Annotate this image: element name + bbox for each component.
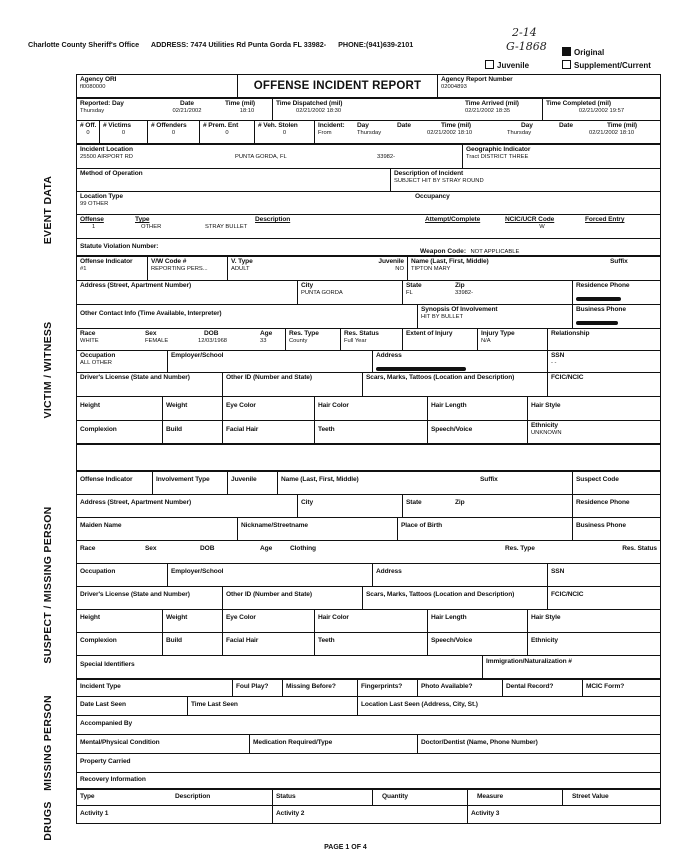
suspect-dob-field[interactable]: DOB <box>200 545 215 552</box>
suspect-juvenile-field[interactable]: Juvenile <box>227 472 277 494</box>
section-drugs: DRUGS <box>42 801 54 841</box>
mental-physical-condition-field[interactable]: Mental/Physical Condition <box>80 739 160 746</box>
mcic-form-field[interactable]: MCIC Form? <box>582 680 660 696</box>
suspect-weight-field[interactable]: Weight <box>162 610 222 632</box>
victim-synopsis-field[interactable]: Synopsis Of Involvement HIT BY BULLET <box>417 305 572 328</box>
victim-employer-address-field[interactable]: Address <box>372 351 547 372</box>
drug-status-field[interactable]: Status <box>272 790 372 805</box>
victims-count-field[interactable]: # Victims 0 <box>99 121 147 143</box>
section-victim-witness: VICTIM / WITNESS <box>42 321 54 419</box>
attempt-complete-field[interactable]: Attempt/Complete <box>425 216 481 223</box>
offense-type-field[interactable]: Type OTHER <box>135 216 162 230</box>
geographic-indicator-field[interactable]: Geographic Indicator Tract DISTRICT THREE <box>462 145 660 168</box>
suspect-res-status-field[interactable]: Res. Status <box>622 545 657 552</box>
handwritten-note-2: G-1868 <box>506 40 547 53</box>
suspect-hair-length-field[interactable]: Hair Length <box>427 610 527 632</box>
victim-height-field[interactable]: Height <box>80 402 100 409</box>
victim-weight-field[interactable]: Weight <box>162 397 222 420</box>
victim-fcic-ncic-field[interactable]: FCIC/NCIC <box>547 373 660 396</box>
method-of-operation-field[interactable]: Method of Operation <box>80 170 143 177</box>
suspect-build-field[interactable]: Build <box>162 633 222 655</box>
incident-from-field[interactable]: Incident: From <box>314 121 354 143</box>
time-last-seen-field[interactable]: Time Last Seen <box>187 697 357 715</box>
page-number: PAGE 1 OF 4 <box>324 844 367 851</box>
victim-res-status-field[interactable]: Res. Status Full Year <box>340 329 402 350</box>
suspect-place-of-birth-field[interactable]: Place of Birth <box>397 518 572 540</box>
occupancy-field[interactable]: Occupancy <box>415 193 450 200</box>
drug-description-field[interactable]: Description <box>175 793 211 800</box>
weapon-code-field[interactable]: Weapon Code: NOT APPLICABLE <box>420 248 520 255</box>
suspect-race-field[interactable]: Race <box>80 545 96 552</box>
foul-play-field[interactable]: Foul Play? <box>232 680 282 696</box>
redaction-bar <box>576 321 618 325</box>
victim-contact-info-field[interactable]: Other Contact Info (Time Available, Interpreter) <box>80 310 222 317</box>
victim-city-field[interactable]: City PUNTA GORDA <box>297 281 402 304</box>
drug-activity-1-field[interactable]: Activity 1 <box>80 810 109 817</box>
victim-other-id-field[interactable]: Other ID (Number and State) <box>222 373 362 396</box>
suspect-offense-indicator-field[interactable]: Offense Indicator <box>80 476 133 483</box>
victim-ssn-field[interactable]: SSN - - <box>547 351 660 372</box>
suspect-facial-hair-field[interactable]: Facial Hair <box>222 633 314 655</box>
suspect-immigration-field[interactable]: Immigration/Naturalization # <box>482 656 660 678</box>
date-last-seen-field[interactable]: Date Last Seen <box>80 701 126 708</box>
victim-zip-field[interactable]: Zip 33982- <box>455 282 474 296</box>
suspect-ssn-field[interactable]: SSN <box>547 564 660 586</box>
victim-build-field[interactable]: Build <box>162 421 222 443</box>
victim-employer-field[interactable]: Employer/School <box>167 351 372 372</box>
description-of-incident-field[interactable]: Description of Incident SUBJECT HIT BY STRAY ROUND <box>390 169 660 191</box>
incident-from-day[interactable]: Day Thursday <box>357 122 382 136</box>
victim-hair-length-field[interactable]: Hair Length <box>427 397 527 420</box>
suspect-age-field[interactable]: Age <box>260 545 273 552</box>
victim-name-field[interactable]: Name (Last, First, Middle) TIPTON MARY <box>407 257 587 280</box>
victim-ethnicity-field[interactable]: Ethnicity UNKNOWN <box>527 421 660 443</box>
agency-report-number-field[interactable]: Agency Report Number 02004893 <box>437 75 660 97</box>
suspect-name-field[interactable]: Name (Last, First, Middle) <box>277 472 477 494</box>
victim-business-phone-field[interactable]: Business Phone <box>572 305 660 328</box>
victim-race-field[interactable]: Race WHITE <box>80 330 99 344</box>
statute-violation-field[interactable]: Statute Violation Number: <box>80 243 159 250</box>
victim-offense-indicator-field[interactable]: Offense Indicator #1 <box>80 258 133 272</box>
time-arrived-field[interactable]: Time Arrived (mil) 02/21/2002 18:35 <box>465 100 519 114</box>
agency-ori-field[interactable]: Agency ORI fl0080000 <box>80 76 117 90</box>
victim-sex-field[interactable]: Sex FEMALE <box>145 330 169 344</box>
suspect-hair-style-field[interactable]: Hair Style <box>527 610 660 632</box>
office-name: Charlotte County Sheriff's Office <box>28 40 140 49</box>
report-title: OFFENSE INCIDENT REPORT <box>237 75 437 97</box>
suspect-sex-field[interactable]: Sex <box>145 545 157 552</box>
suspect-height-field[interactable]: Height <box>80 614 100 621</box>
suspect-city-field[interactable]: City <box>297 495 402 517</box>
suspect-clothing-field[interactable]: Clothing <box>290 545 316 552</box>
incident-to-date[interactable]: Date <box>559 122 573 129</box>
section-missing-person: MISSING PERSON <box>42 695 54 791</box>
victim-hair-color-field[interactable]: Hair Color <box>314 397 427 420</box>
suspect-residence-phone-field[interactable]: Residence Phone <box>572 495 660 517</box>
suspect-address-field[interactable]: Address (Street, Apartment Number) <box>80 499 192 506</box>
juvenile-checkbox[interactable] <box>485 60 494 69</box>
suspect-involvement-type-field[interactable]: Involvement Type <box>152 472 227 494</box>
handwritten-note-1: 2-14 <box>512 26 537 39</box>
office-phone: PHONE:(941)639-2101 <box>338 40 414 49</box>
victim-injury-type-field[interactable]: Injury Type N/A <box>477 329 547 350</box>
fingerprints-field[interactable]: Fingerprints? <box>357 680 417 696</box>
victim-drivers-license-field[interactable]: Driver's License (State and Number) <box>80 374 190 381</box>
time-dispatched-field[interactable]: Time Dispatched (mil) 02/21/2002 18:30 <box>272 99 462 120</box>
victim-speech-field[interactable]: Speech/Voice <box>427 421 527 443</box>
offense-description-field[interactable]: Description STRAY BULLET <box>205 216 291 230</box>
supplement-checkbox-row: Supplement/Current <box>562 60 651 70</box>
reported-day-field[interactable]: Reported: Day Thursday <box>80 100 124 114</box>
incident-to-day[interactable]: Day Thursday <box>507 122 533 136</box>
dental-record-field[interactable]: Dental Record? <box>502 680 582 696</box>
victim-state-field[interactable]: State FL <box>402 281 452 304</box>
suspect-complexion-field[interactable]: Complexion <box>80 637 117 644</box>
time-completed-field[interactable]: Time Completed (mil) 02/21/2002 19:57 <box>542 99 660 120</box>
juvenile-checkbox-row: Juvenile <box>485 60 529 70</box>
drug-quantity-field[interactable]: Quantity <box>372 790 467 805</box>
victim-type-field[interactable]: V. Type ADULT <box>227 257 352 280</box>
vehicles-stolen-field[interactable]: # Veh. Stolen 0 <box>254 121 314 143</box>
missing-incident-type-field[interactable]: Incident Type <box>80 683 121 690</box>
redaction-bar <box>376 367 466 371</box>
drug-type-field[interactable]: Type <box>80 793 95 800</box>
incident-from-date[interactable]: Date <box>397 122 411 129</box>
drug-measure-field[interactable]: Measure <box>467 790 562 805</box>
offenders-count-field[interactable]: # Offenders 0 <box>147 121 199 143</box>
offense-number-field[interactable]: Offense 1 <box>80 216 104 230</box>
redaction-bar <box>576 297 621 301</box>
victim-injury-extent-field[interactable]: Extent of Injury <box>402 329 477 350</box>
suspect-code-field[interactable]: Suspect Code <box>572 472 660 494</box>
victim-scars-marks-field[interactable]: Scars, Marks, Tattoos (Location and Description) <box>362 373 547 396</box>
suspect-suffix-field[interactable]: Suffix <box>480 476 498 483</box>
victim-address-field[interactable]: Address (Street, Apartment Number) <box>80 282 192 289</box>
premises-entered-field[interactable]: # Prem. Ent 0 <box>199 121 254 143</box>
victim-juvenile-field[interactable]: Juvenile NO <box>378 258 404 272</box>
victim-occupation-field[interactable]: Occupation ALL OTHER <box>80 352 116 366</box>
doctor-dentist-field[interactable]: Doctor/Dentist (Name, Phone Number) <box>417 735 660 753</box>
forced-entry-field[interactable]: Forced Entry <box>585 216 625 223</box>
offense-report-form <box>76 74 661 824</box>
drug-street-value-field[interactable]: Street Value <box>562 790 660 805</box>
suspect-scars-marks-field[interactable]: Scars, Marks, Tattoos (Location and Description) <box>362 587 547 609</box>
suspect-business-phone-field[interactable]: Business Phone <box>572 518 660 540</box>
victim-age-field[interactable]: Age 33 <box>260 330 273 344</box>
section-suspect-missing: SUSPECT / MISSING PERSON <box>42 506 54 664</box>
office-address: ADDRESS: 7474 Utilities Rd Punta Gorda FL 33982- <box>150 40 327 49</box>
suspect-fcic-ncic-field[interactable]: FCIC/NCIC <box>547 587 660 609</box>
section-event-data: EVENT DATA <box>42 175 54 245</box>
victim-vw-code-field[interactable]: V/W Code # REPORTING PERS... <box>147 257 227 280</box>
suspect-eye-color-field[interactable]: Eye Color <box>222 610 314 632</box>
victim-eye-color-field[interactable]: Eye Color <box>222 397 314 420</box>
suspect-special-identifiers-field[interactable]: Special Identifiers <box>80 661 135 668</box>
suspect-employer-field[interactable]: Employer/School <box>167 564 372 586</box>
original-checkbox-row: Original <box>562 47 604 57</box>
medication-required-field[interactable]: Medication Required/Type <box>249 735 417 753</box>
suspect-other-id-field[interactable]: Other ID (Number and State) <box>222 587 362 609</box>
suspect-ethnicity-field[interactable]: Ethnicity <box>527 633 660 655</box>
incident-location-field[interactable]: Incident Location 25500 AIRPORT RD PUNTA GORDA, FL 33982- <box>80 146 396 160</box>
offense-count-field[interactable]: # Off. 0 <box>80 122 97 136</box>
victim-res-type-field[interactable]: Res. Type County <box>285 329 340 350</box>
victim-dob-field[interactable]: DOB 12/03/1968 <box>198 330 228 344</box>
recovery-information-field[interactable]: Recovery Information <box>80 776 146 783</box>
drug-activity-3-field[interactable]: Activity 3 <box>467 806 660 823</box>
ncic-ucr-code-field[interactable]: NCIC/UCR Code W <box>505 216 555 230</box>
property-carried-field[interactable]: Property Carried <box>80 758 131 765</box>
suspect-employer-address-field[interactable]: Address <box>372 564 547 586</box>
blank-separator-row <box>77 445 660 472</box>
victim-teeth-field[interactable]: Teeth <box>314 421 427 443</box>
photo-available-field[interactable]: Photo Available? <box>417 680 502 696</box>
incident-from-time[interactable]: Time (mil) 02/21/2002 18:10 <box>427 122 473 136</box>
suspect-occupation-field[interactable]: Occupation <box>80 568 116 575</box>
victim-relationship-field[interactable]: Relationship <box>547 329 660 350</box>
original-checkbox[interactable] <box>562 47 571 56</box>
suspect-drivers-license-field[interactable]: Driver's License (State and Number) <box>80 591 190 598</box>
suspect-hair-color-field[interactable]: Hair Color <box>314 610 427 632</box>
suspect-state-field[interactable]: State <box>402 495 452 517</box>
reported-time-field[interactable]: Time (mil) 18:10 <box>225 100 256 114</box>
victim-complexion-field[interactable]: Complexion <box>80 426 117 433</box>
suspect-speech-field[interactable]: Speech/Voice <box>427 633 527 655</box>
location-last-seen-field[interactable]: Location Last Seen (Address, City, St.) <box>357 697 660 715</box>
victim-suffix-field[interactable]: Suffix <box>610 258 628 265</box>
suspect-nickname-field[interactable]: Nickname/Streetname <box>237 518 397 540</box>
missing-before-field[interactable]: Missing Before? <box>282 680 357 696</box>
reported-date-field[interactable]: Date 02/21/2002 <box>172 100 202 114</box>
suspect-teeth-field[interactable]: Teeth <box>314 633 427 655</box>
victim-residence-phone-field[interactable]: Residence Phone <box>572 281 660 304</box>
victim-hair-style-field[interactable]: Hair Style <box>527 397 660 420</box>
suspect-res-type-field[interactable]: Res. Type <box>505 545 535 552</box>
supplement-checkbox[interactable] <box>562 60 571 69</box>
victim-facial-hair-field[interactable]: Facial Hair <box>222 421 314 443</box>
drug-activity-2-field[interactable]: Activity 2 <box>272 806 467 823</box>
location-type-field[interactable]: Location Type 99 OTHER <box>80 193 123 207</box>
incident-to-time[interactable]: Time (mil) 02/21/2002 18:10 <box>589 122 638 136</box>
accompanied-by-field[interactable]: Accompanied By <box>80 720 133 727</box>
suspect-zip-field[interactable]: Zip <box>455 499 465 506</box>
suspect-maiden-name-field[interactable]: Maiden Name <box>80 522 122 529</box>
